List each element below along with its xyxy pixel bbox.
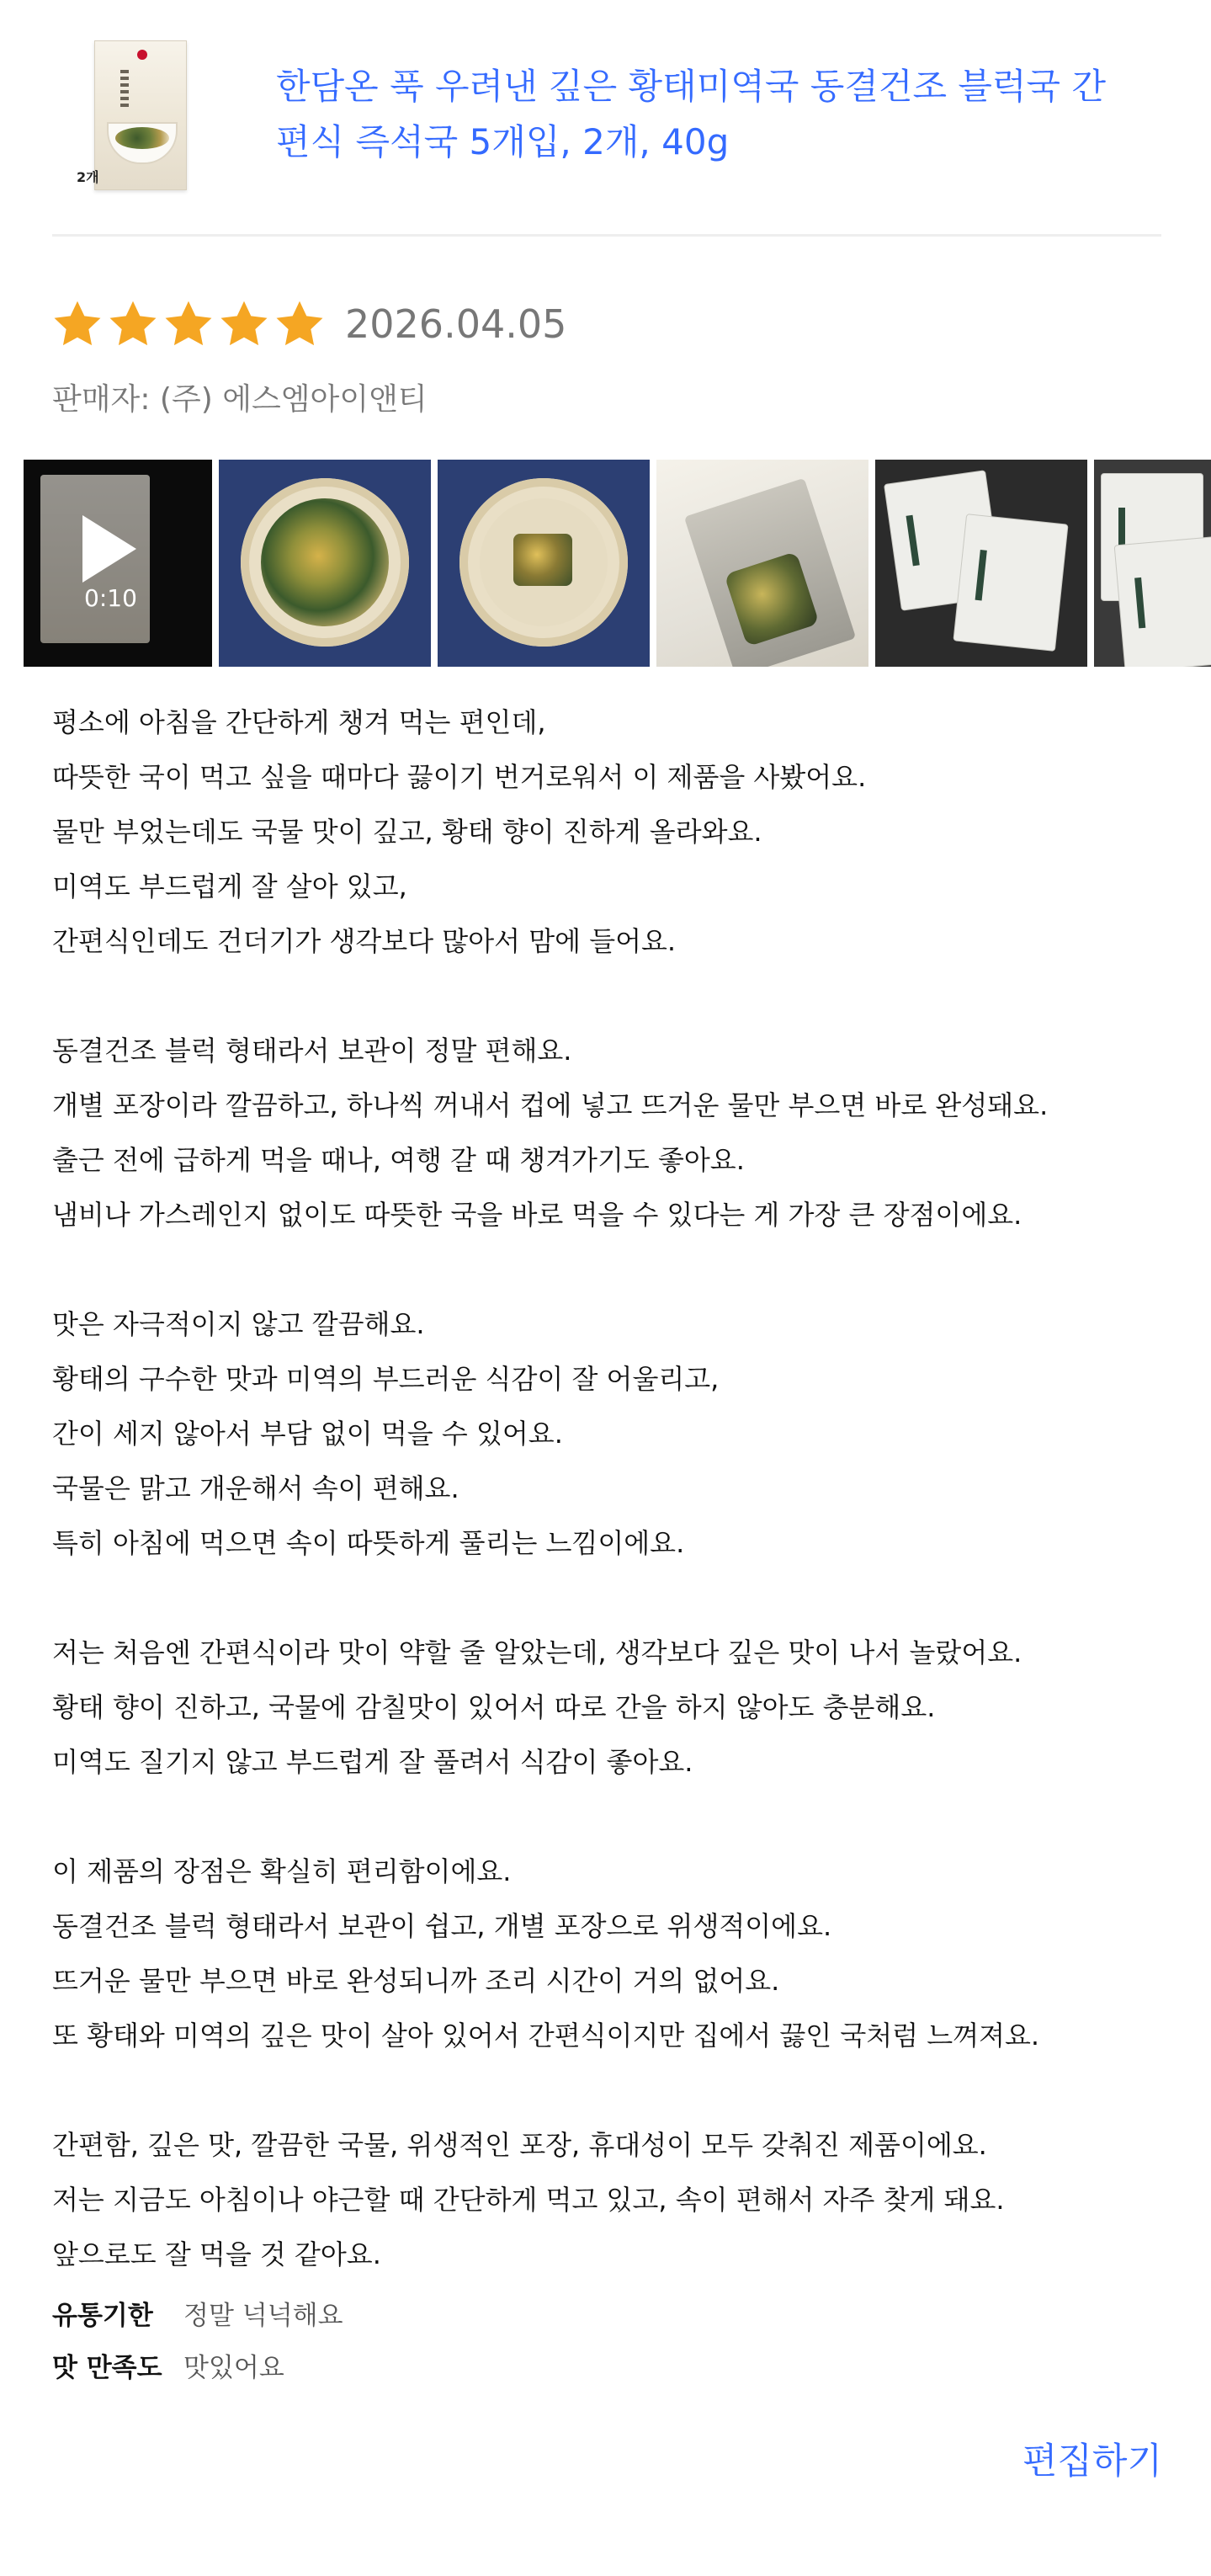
star-icon	[50, 297, 104, 351]
paragraph-gap	[52, 2063, 1163, 2118]
star-rating	[50, 297, 327, 351]
star-icon	[162, 297, 215, 351]
review-text-line: 평소에 아침을 간단하게 챙겨 먹는 편인데,	[52, 706, 546, 738]
review-text-line: 냄비나 가스레인지 없이도 따뜻한 국을 바로 먹을 수 있다는 게 가장 큰 장점이에요.	[52, 1199, 1022, 1231]
review-text-line: 황태 향이 진하고, 국물에 감칠맛이 있어서 따로 간을 하지 않아도 충분해요.	[52, 1691, 936, 1723]
review-text-line: 동결건조 블럭 형태라서 보관이 정말 편해요.	[52, 1035, 572, 1067]
attribute-value: 맛있어요	[183, 2352, 284, 2383]
review-attributes	[52, 2286, 343, 2391]
product-header	[0, 0, 1211, 236]
soup-bowl-icon	[107, 122, 178, 164]
review-date: 2026.04.05	[345, 301, 567, 347]
review-text-line: 물만 부었는데도 국물 맛이 깊고, 황태 향이 진하게 올라와요.	[52, 816, 762, 848]
review-text-line: 미역도 질기지 않고 부드럽게 잘 풀려서 식감이 좋아요.	[52, 1746, 693, 1778]
review-video[interactable]	[24, 460, 212, 667]
review-text-line: 저는 처음엔 간편식이라 맛이 약할 줄 알았는데, 생각보다 깊은 맛이 나서 놀랐어요.	[52, 1637, 1022, 1669]
review-media-strip[interactable]	[24, 460, 1211, 667]
review-text-line: 간편식인데도 건더기가 생각보다 많아서 맘에 들어요.	[52, 925, 677, 957]
edit-review-button[interactable]: 편집하기	[1022, 2433, 1162, 2484]
review-text-line: 또 황태와 미역의 깊은 맛이 살아 있어서 간편식이지만 집에서 끓인 국처럼 느껴져요.	[52, 2020, 1040, 2052]
review-text-line: 따뜻한 국이 먹고 싶을 때마다 끓이기 번거로워서 이 제품을 사봤어요.	[52, 761, 867, 793]
paragraph-gap	[52, 969, 1163, 1024]
header-divider	[52, 234, 1161, 237]
review-text-line: 간이 세지 않아서 부담 없이 먹을 수 있어요.	[52, 1418, 563, 1450]
review-photo-4[interactable]	[875, 460, 1087, 667]
video-duration: 0:10	[84, 584, 137, 612]
attribute-row	[52, 2339, 343, 2391]
review-text-line: 미역도 부드럽게 잘 살아 있고,	[52, 870, 407, 902]
star-icon	[106, 297, 160, 351]
paragraph-gap	[52, 1571, 1163, 1626]
attribute-value: 정말 넉넉해요	[183, 2300, 343, 2331]
attribute-row	[52, 2286, 343, 2339]
star-icon	[273, 297, 327, 351]
review-text-line: 이 제품의 장점은 확실히 편리함이에요.	[52, 1855, 512, 1887]
review-text-line: 국물은 맑고 개운해서 속이 편해요.	[52, 1472, 459, 1504]
review-photo-3[interactable]	[656, 460, 868, 667]
review-photo-2[interactable]	[438, 460, 650, 667]
paragraph-gap	[52, 1243, 1163, 1297]
attribute-label: 맛 만족도	[52, 2352, 162, 2383]
seller-info	[52, 375, 428, 418]
attribute-label: 유통기한	[52, 2300, 153, 2331]
review-text-line: 개별 포장이라 깔끔하고, 하나씩 꺼내서 컵에 넣고 뜨거운 물만 부으면 바로 완성돼요.	[52, 1089, 1049, 1121]
review-text-line: 간편함, 깊은 맛, 깔끔한 국물, 위생적인 포장, 휴대성이 모두 갖춰진 제품이에요.	[52, 2129, 987, 2161]
thumbnail-quantity-label: 2개	[77, 169, 99, 185]
review-text-line: 출근 전에 급하게 먹을 때나, 여행 갈 때 챙겨가기도 좋아요.	[52, 1144, 745, 1176]
review-body	[52, 695, 1163, 2282]
review-photo-5[interactable]	[1094, 460, 1211, 667]
review-text-line: 동결건조 블럭 형태라서 보관이 쉽고, 개별 포장으로 위생적이에요.	[52, 1910, 832, 1942]
review-text-line: 저는 지금도 아침이나 야근할 때 간단하게 먹고 있고, 속이 편해서 자주 찾게 돼요.	[52, 2184, 1005, 2216]
review-text-line: 특히 아침에 먹으면 속이 따뜻하게 풀리는 느낌이에요.	[52, 1527, 685, 1559]
review-text-line: 뜨거운 물만 부으면 바로 완성되니까 조리 시간이 거의 없어요.	[52, 1965, 780, 1997]
paragraph-gap	[52, 1790, 1163, 1844]
review-text-line: 황태의 구수한 맛과 미역의 부드러운 식감이 잘 어울리고,	[52, 1363, 720, 1395]
brand-logo-icon	[137, 50, 147, 60]
review-text-line: 맛은 자극적이지 않고 깔끔해요.	[52, 1308, 425, 1340]
review-photo-1[interactable]	[219, 460, 431, 667]
seller-name: 판매자: (주) 에스엠아이앤티	[52, 382, 428, 417]
rating-row	[50, 296, 566, 352]
product-thumbnail[interactable]	[77, 40, 187, 190]
product-title[interactable]: 한담온 푹 우려낸 깊은 황태미역국 동결건조 블럭국 간편식 즉석국 5개입, 2개, 40g	[276, 66, 1107, 162]
review-text-line: 앞으로도 잘 먹을 것 같아요.	[52, 2238, 381, 2270]
play-icon[interactable]	[82, 515, 136, 583]
star-icon	[217, 297, 271, 351]
